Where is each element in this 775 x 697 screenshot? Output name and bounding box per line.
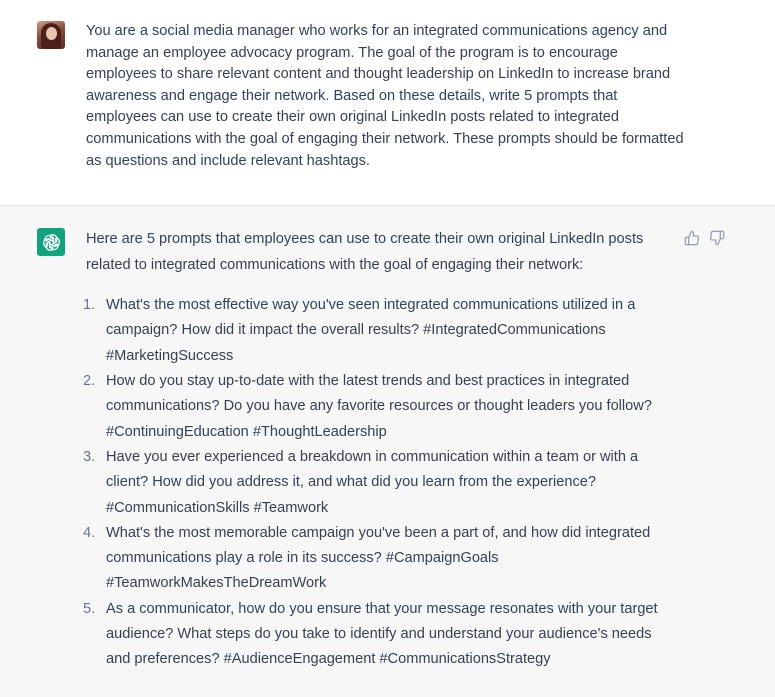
list-item-text: What's the most effective way you've seen integrated communications utilized in a campaign? How did it impact the overall results? #IntegratedCommunications #MarketingSuccess (106, 297, 636, 364)
prompt-list (83, 293, 676, 672)
assistant-intro-text: Here are 5 prompts that employees can use to create their own original LinkedIn posts related to integrated communications with the goal of engaging their network: (86, 231, 644, 273)
list-item (83, 597, 676, 673)
list-number: 5. (83, 600, 96, 617)
list-item-text: How do you stay up-to-date with the latest trends and best practices in integrated communications? Do you have any favorite resources or thought leaders you follow? #ContinuingEducation #ThoughtLeadership (106, 373, 652, 440)
user-message-text: You are a social media manager who works for an integrated communications agency and manage an employee advocacy program. The goal of the program is to encourage employees to share relevant content and thought leadership on LinkedIn to increase brand awareness and engage their network. Based on these details, write 5 prompts that employees can use to create their own original LinkedIn posts related to integrated communications with the goal of engaging their network. These prompts should be formatted as questions and include relevant hashtags. (86, 23, 684, 169)
list-number: 2. (83, 373, 96, 390)
openai-logo-icon (37, 228, 65, 256)
feedback-buttons (684, 230, 725, 246)
thumbs-down-icon[interactable] (709, 230, 725, 246)
list-item (83, 445, 676, 521)
list-number: 1. (83, 297, 96, 314)
list-number: 4. (83, 524, 96, 541)
list-item (83, 521, 676, 597)
list-item (83, 369, 676, 445)
list-number: 3. (83, 448, 96, 465)
list-item (83, 293, 676, 369)
user-message-block (0, 0, 775, 206)
assistant-message (83, 227, 676, 673)
list-item-text: What's the most memorable campaign you've been a part of, and how did integrated communications play a role in its success? #CampaignGoals #TeamworkMakesTheDreamWork (106, 524, 651, 592)
user-avatar (37, 21, 65, 49)
thumbs-up-icon[interactable] (684, 230, 700, 246)
list-item-text: Have you ever experienced a breakdown in communication within a team or with a client? How did you address it, and what did you learn from the experience? #CommunicationSkills #Teamwork (106, 448, 639, 516)
list-item-text: As a communicator, how do you ensure that your message resonates with your target audience? What steps do you take to identify and understand your audience's needs and preferences? #AudienceEngagement #CommunicationsStrategy (106, 600, 658, 668)
